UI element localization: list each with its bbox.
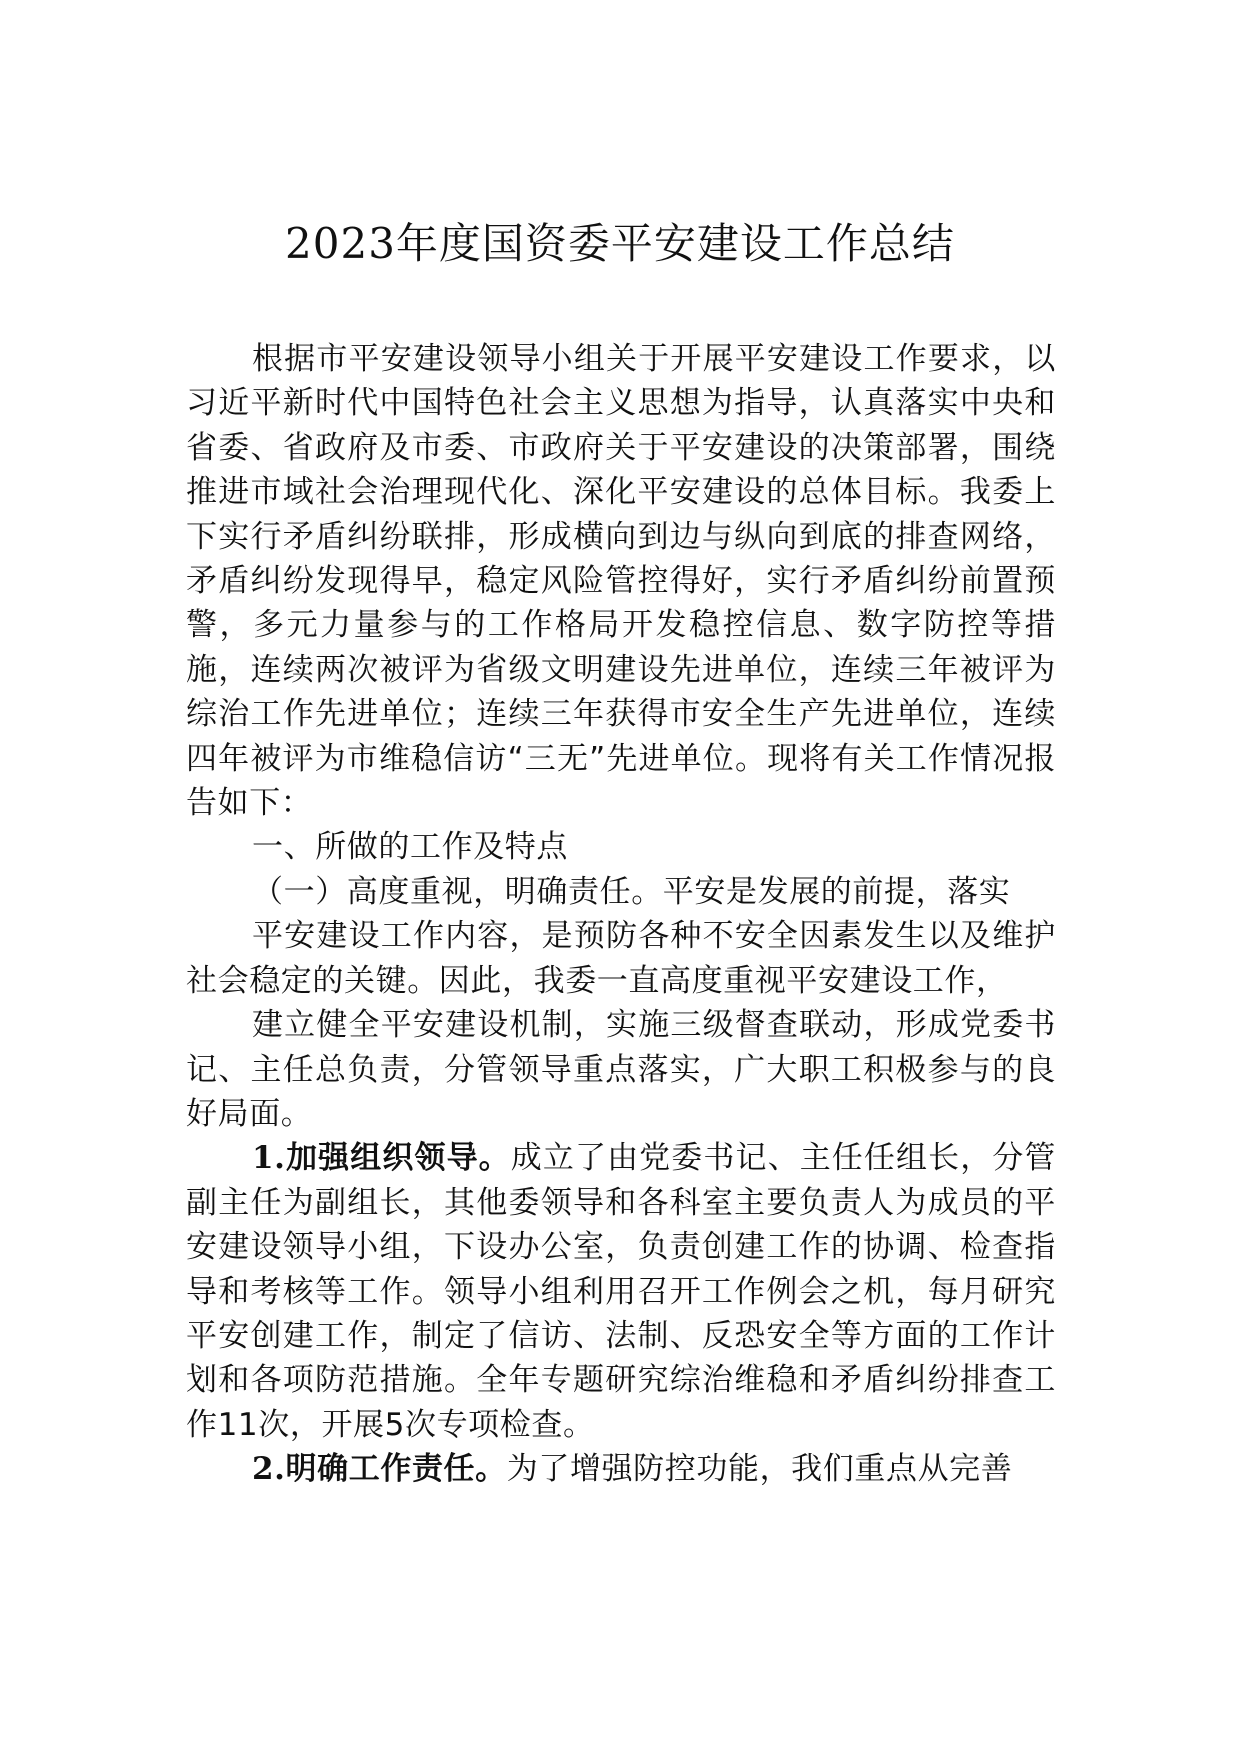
section-heading-1: 一、所做的工作及特点 bbox=[252, 829, 568, 866]
subsection-heading-1: （一）高度重视，明确责任。平安是发展的前提，落实 bbox=[252, 873, 1011, 910]
document-title: 2023年度国资委平安建设工作总结 bbox=[285, 219, 955, 268]
item-paragraph-1 bbox=[186, 1136, 1056, 1447]
item-text-2: 为了增强防控功能，我们重点从完善 bbox=[506, 1451, 1013, 1488]
document-body bbox=[186, 337, 1056, 1492]
item-lead-1: 1.加强组织领导。 bbox=[252, 1140, 511, 1177]
intro-paragraph: 根据市平安建设领导小组关于开展平安建设工作要求，以习近平新时代中国特色社会主义思想为指导，认真落实中央和省委、省政府及市委、市政府关于平安建设的决策部署，围绕推进市域社会治理现代化、深化平安建设的总体目标。我委上下实行矛盾纠纷联排，形成横向到边与纵向到底的排查网络，矛盾纠纷发现得早，稳定风险管控得好，实行矛盾纠纷前置预警，多元力量参与的工作格局开发稳控信息、数字防控等措施，连续两次被评为省级文明建设先进单位，连续三年被评为综治工作先进单位；连续三年获得市安全生产先进单位，连续四年被评为市维稳信访“三无”先进单位。现将有关工作情况报告如下： bbox=[186, 341, 1056, 822]
item-lead-2: 2.明确工作责任。 bbox=[252, 1451, 507, 1488]
body-paragraph: 建立健全平安建设机制，实施三级督查联动，形成党委书记、主任总负责，分管领导重点落实，广大职工积极参与的良好局面。 bbox=[186, 1007, 1056, 1132]
item-paragraph-2 bbox=[186, 1447, 1056, 1491]
item-text-1: 成立了由党委书记、主任任组长，分管副主任为副组长，其他委领导和各科室主要负责人为成员的平安建设领导小组，下设办公室，负责创建工作的协调、检查指导和考核等工作。领导小组利用召开工作例会之机，每月研究平安创建工作，制定了信访、法制、反恐安全等方面的工作计划和各项防范措施。全年专题研究综治维稳和矛盾纠纷排查工作11次，开展5次专项检查。 bbox=[186, 1140, 1057, 1443]
body-paragraph: 平安建设工作内容，是预防各种不安全因素发生以及维护社会稳定的关键。因此，我委一直高度重视平安建设工作， bbox=[186, 918, 1056, 999]
